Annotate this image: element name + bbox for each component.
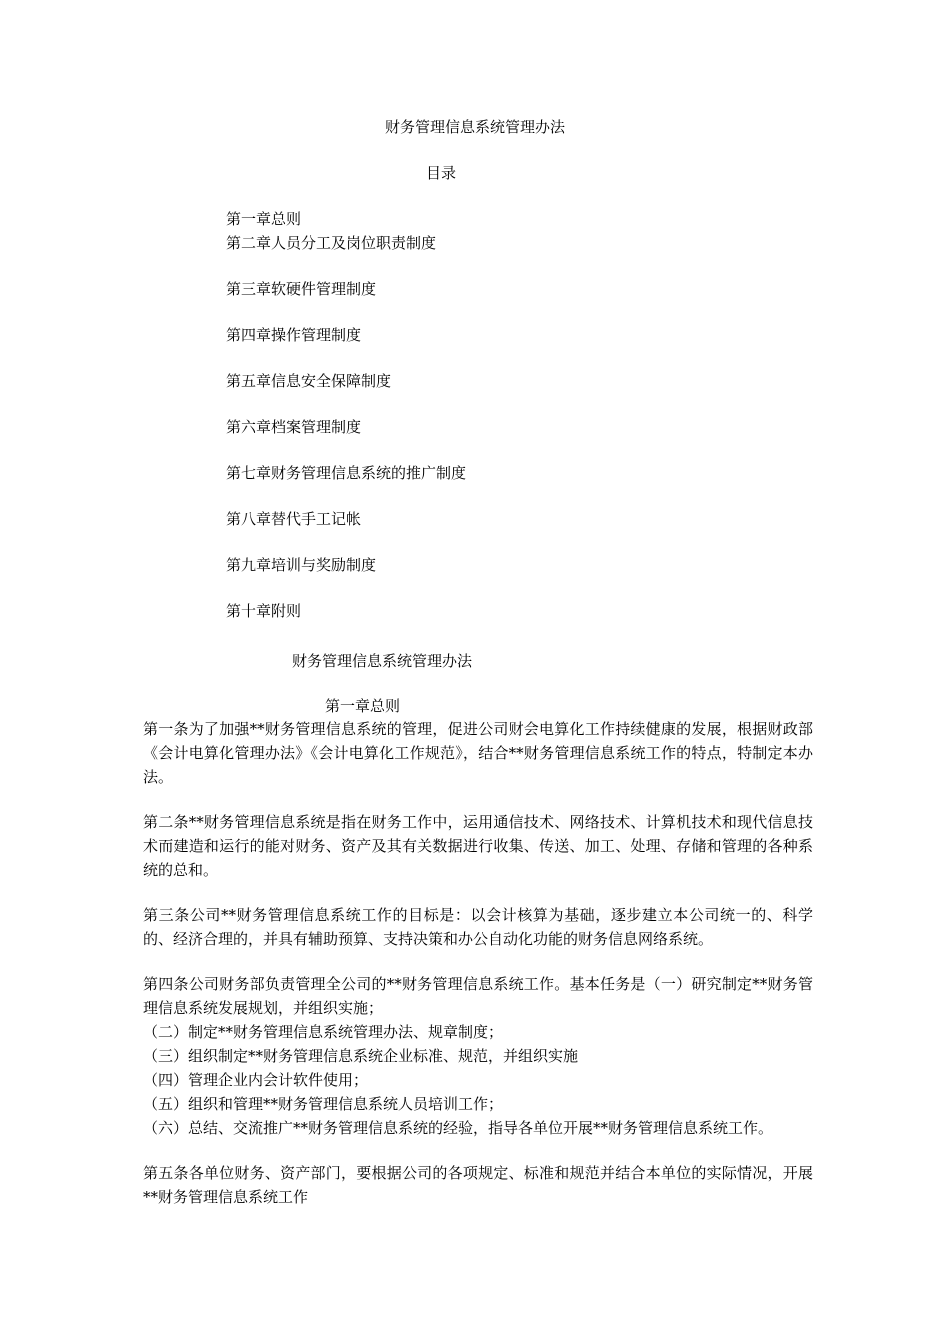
article-4-item: （五）组织和管理**财务管理信息系统人员培训工作；	[143, 1095, 504, 1113]
page-title: 财务管理信息系统管理办法	[384, 118, 565, 136]
toc-item: 第五章信息安全保障制度	[226, 372, 392, 390]
toc-item: 第八章替代手工记帐	[226, 510, 362, 528]
article-1: 第一条为了加强**财务管理信息系统的管理，促进公司财会电算化工作持续健康的发展，根据财政部《会计电算化管理办法》《会计电算化工作规范》，结合**财务管理信息系统工作的特点，特制定本办法。	[143, 720, 813, 786]
chapter-heading: 第一章总则	[325, 697, 401, 715]
toc-item: 第六章档案管理制度	[226, 418, 362, 436]
toc-item: 第二章人员分工及岗位职责制度	[226, 234, 437, 252]
toc-item: 第九章培训与奖励制度	[226, 556, 377, 574]
article-4	[143, 972, 813, 1140]
toc-item: 第三章软硬件管理制度	[226, 280, 377, 298]
toc-heading: 目录	[426, 164, 457, 182]
article-3: 第三条公司**财务管理信息系统工作的目标是：以会计核算为基础，逐步建立本公司统一的、科学的、经济合理的，并具有辅助预算、支持决策和办公自动化功能的财务信息网络系统。	[143, 906, 813, 948]
toc-item: 第七章财务管理信息系统的推广制度	[226, 464, 467, 482]
article-4-item: （六）总结、交流推广**财务管理信息系统的经验，指导各单位开展**财务管理信息系统工作。	[143, 1119, 774, 1137]
article-4-intro: 第四条公司财务部负责管理全公司的**财务管理信息系统工作。基本任务是（一）研究制定**财务管理信息系统发展规划，并组织实施；	[143, 975, 813, 1017]
article-4-item: （三）组织制定**财务管理信息系统企业标准、规范，并组织实施	[143, 1047, 579, 1065]
article-4-item: （四）管理企业内会计软件使用；	[143, 1071, 369, 1089]
toc-item: 第十章附则	[226, 602, 302, 620]
toc-item: 第一章总则	[226, 210, 302, 228]
section-title: 财务管理信息系统管理办法	[292, 652, 473, 670]
document-body	[143, 717, 813, 1230]
article-5: 第五条各单位财务、资产部门，要根据公司的各项规定、标准和规范并结合本单位的实际情况，开展**财务管理信息系统工作	[143, 1164, 813, 1206]
article-4-item: （二）制定**财务管理信息系统管理办法、规章制度；	[143, 1023, 504, 1041]
toc-item: 第四章操作管理制度	[226, 326, 362, 344]
article-2: 第二条**财务管理信息系统是指在财务工作中，运用通信技术、网络技术、计算机技术和现代信息技术而建造和运行的能对财务、资产及其有关数据进行收集、传送、加工、处理、存储和管理的各种系统的总和。	[143, 813, 813, 879]
